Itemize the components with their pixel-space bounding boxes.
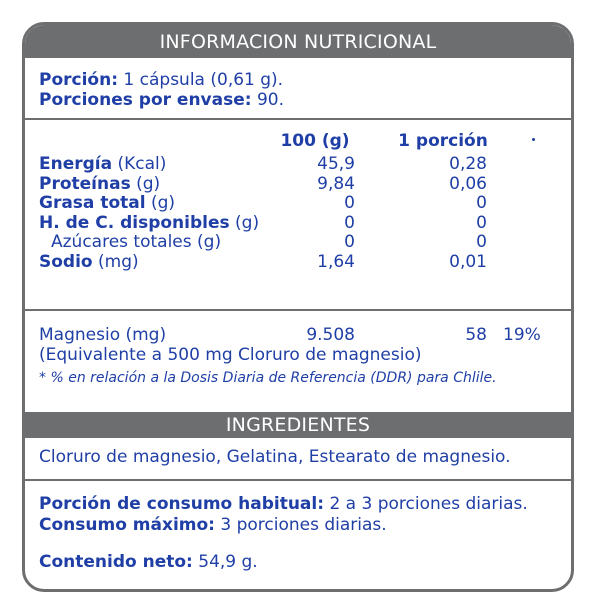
nutrient-name-bold: H. de C. disponibles [39,212,230,233]
nutrient-name [39,213,259,233]
ddr-footnote: * % en relación a la Dosis Diaria de Referencia (DDR) para Chlile. [39,370,497,386]
nutrient-unit: Azúcares totales (g) [51,232,222,252]
nutrient-value-portion: 0 [476,212,487,233]
nutrient-value-portion: 0 [476,232,487,252]
nutrient-value-portion: 0 [476,193,487,213]
magnesium-ddr: 19% [503,325,541,345]
nutrient-name [39,193,175,213]
nutrient-value-100g: 1,64 [317,251,355,272]
divider [25,118,571,120]
nutrient-name [51,232,221,252]
portion-size-label: Porción: [39,70,119,90]
nutrition-header: INFORMACION NUTRICIONAL [25,25,571,58]
max-consumption [39,515,387,535]
nutrient-name-bold: Proteínas [39,173,131,194]
magnesium-portion: 58 [465,325,487,345]
portion-size-value: 1 cápsula (0,61 g). [118,70,284,90]
portions-per-pack-value: 90. [251,90,285,110]
nutrient-unit: (g) [229,212,260,233]
portions-per-pack-label: Porciones por envase: [39,90,252,110]
habitual-portion-value: 2 a 3 porciones diarias. [324,494,528,514]
magnesium-label: Magnesio (mg) [39,325,167,345]
net-content-value: 54,9 g. [192,552,258,572]
nutrient-name-bold: Sodio [39,251,93,272]
max-consumption-value: 3 porciones diarias. [214,515,387,535]
max-consumption-label: Consumo máximo: [39,515,215,535]
nutrient-value-100g: 9,84 [317,173,355,194]
divider [25,479,571,481]
nutrient-name-bold: Energía [39,154,113,174]
nutrient-value-portion: 0,01 [449,251,487,272]
nutrient-value-100g: 0 [344,212,355,233]
ddr-asterisk [532,138,535,141]
magnesium-100g: 9.508 [306,325,355,345]
nutrient-value-100g: 0 [344,232,355,252]
net-content-label: Contenido neto: [39,552,193,572]
magnesium-equivalent: (Equivalente a 500 mg Cloruro de magnesio) [39,345,422,365]
ingredients-text: Cloruro de magnesio, Gelatina, Estearato de magnesio. [39,447,511,467]
nutrient-value-portion: 0,06 [449,173,487,194]
nutrient-unit: (g) [145,193,176,213]
portions-per-pack [39,90,284,110]
column-header-100g: 100 (g) [280,131,350,151]
nutrient-value-portion: 0,28 [449,154,487,174]
nutrient-name-bold: Grasa total [39,193,146,213]
portion-size [39,70,283,90]
habitual-portion [39,494,528,514]
nutrient-name [39,154,166,174]
divider [25,309,571,311]
nutrient-unit: (mg) [92,251,139,272]
habitual-portion-label: Porción de consumo habitual: [39,494,325,514]
nutrition-label [22,22,574,592]
nutrient-unit: (g) [130,173,161,194]
nutrient-unit: (Kcal) [112,154,167,174]
net-content [39,552,258,572]
ingredients-header: INGREDIENTES [25,412,571,438]
nutrient-value-100g: 45,9 [317,154,355,174]
nutrient-name [39,252,139,272]
nutrient-value-100g: 0 [344,193,355,213]
column-header-portion: 1 porción [398,131,488,151]
nutrient-name [39,174,160,194]
